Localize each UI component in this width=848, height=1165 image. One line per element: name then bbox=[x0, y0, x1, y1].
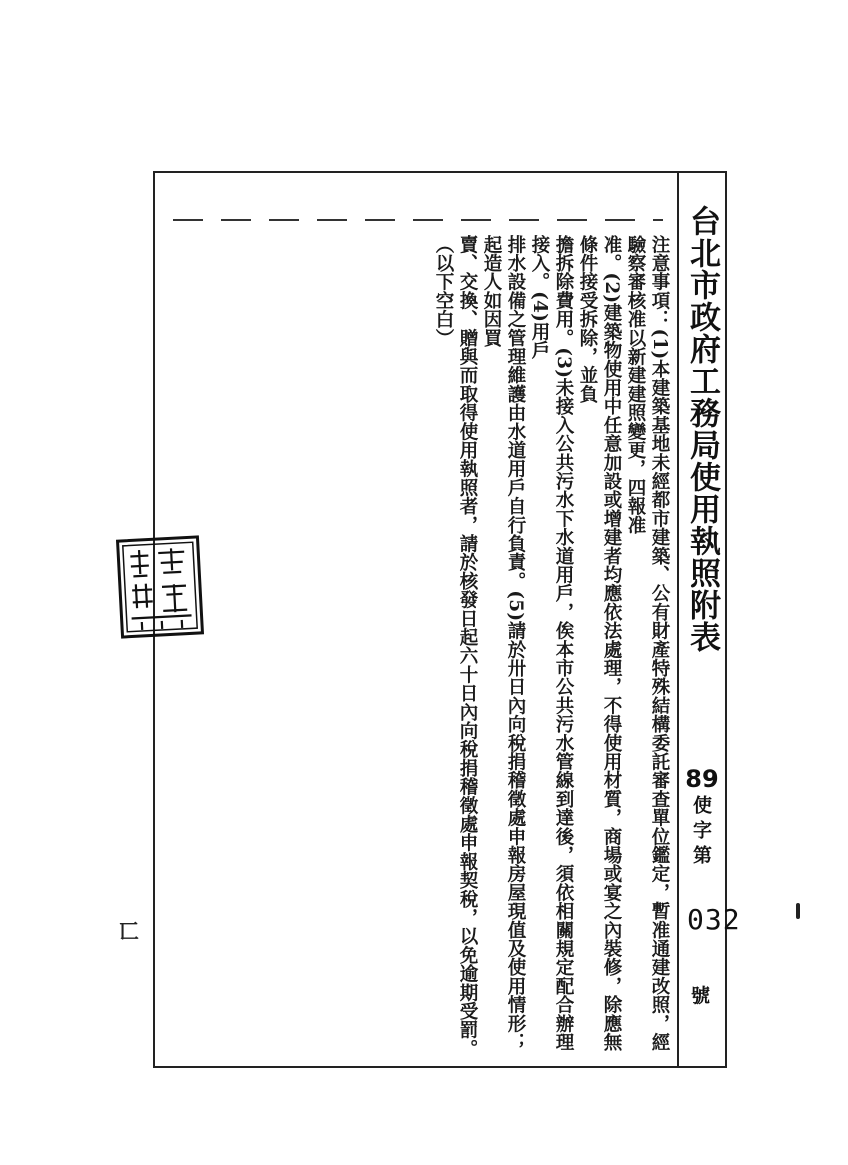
notes-line-2: 准。(2)建築物使用中任意加設或增建者均應依法處理，不得使用材質，商場或宴之內裝修，除應無條件接受拆除，並負 bbox=[577, 235, 622, 1052]
license-prefix: 使字第 bbox=[690, 795, 712, 870]
notes-section bbox=[431, 235, 671, 1065]
notes-line-3: 擔拆除費用。(3)未接入公共污水下水道用戶，俟本市公共污水管線到達後，須依相關規定配合辦理接入。(4)用戶 bbox=[529, 235, 574, 1052]
margin-mark: 匸 bbox=[119, 919, 139, 943]
notes-line-4: 排水設備之管理維護由水道用戶自行負責。(5)請於卅日內向稅捐稽徵處申報房屋現值及使用情形；起造人如因買 bbox=[481, 235, 526, 1052]
document-title: 台北市政府工務局使用執照附表 bbox=[684, 205, 720, 653]
license-suffix: 號 bbox=[691, 985, 711, 1007]
license-year: 89 bbox=[685, 765, 719, 793]
margin-dot bbox=[796, 903, 800, 919]
license-number: 032 bbox=[687, 903, 741, 936]
notes-line-1: 注意事項：(1)本建築基地未經都市建築、公有財產特殊結構委託審查單位鑑定，暫准通建改照，經驗察審核准以新建建照變更，四報准 bbox=[625, 235, 670, 1052]
notes-line-5: 賣、交換、贈與而取得使用執照者，請於核發日起六十日內向稅捐稽徵處申報契稅，以免逾期受罰。（以下空白） bbox=[433, 235, 478, 1058]
dashed-divider bbox=[173, 219, 663, 221]
title-column bbox=[677, 173, 741, 1066]
seal-stamp bbox=[113, 533, 206, 641]
license-appendix-sheet bbox=[153, 171, 741, 1068]
